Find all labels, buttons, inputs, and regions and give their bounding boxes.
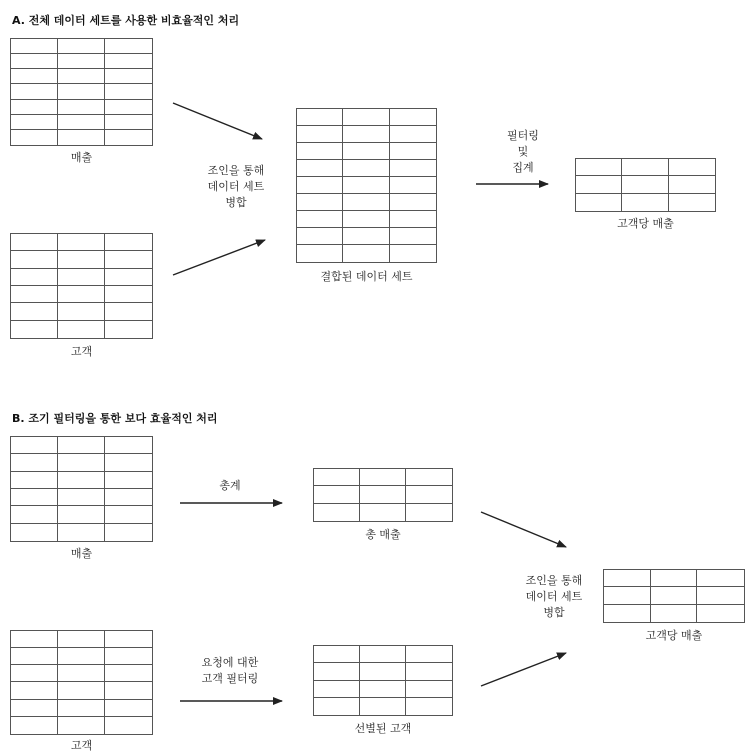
label-combined-a: 결합된 데이터 세트 [320,270,413,283]
section-a-title: A. 전체 데이터 세트를 사용한 비효율적인 처리 [12,14,240,27]
label-sales-a: 매출 [70,151,93,164]
label-per-customer-b: 고객당 매출 [645,629,703,642]
arrow-sales-to-combined [173,103,262,139]
label-selected-customers-b: 선별된 고객 [354,722,412,735]
filter-label-b: 요청에 대한 고객 필터링 [201,656,259,685]
label-per-customer-a: 고객당 매출 [617,217,674,230]
total-label-b: 총계 [219,479,241,492]
section-b-title: B. 조기 필터링을 통한 보다 효율적인 처리 [12,412,218,425]
arrow-customers-to-combined [173,240,265,275]
label-customers-a: 고객 [70,345,93,358]
join-label-b: 조인을 통해 데이터 세트 병합 [525,574,583,619]
label-sales-b: 매출 [70,547,93,560]
filter-label-a: 필터링 및 집계 [507,129,539,174]
arrow-total-to-join [481,512,566,547]
label-total-sales-b: 총 매출 [365,528,401,541]
label-customers-b: 고객 [70,739,93,752]
join-label-a: 조인을 통해 데이터 세트 병합 [207,164,265,209]
arrow-selected-to-join [481,653,566,686]
